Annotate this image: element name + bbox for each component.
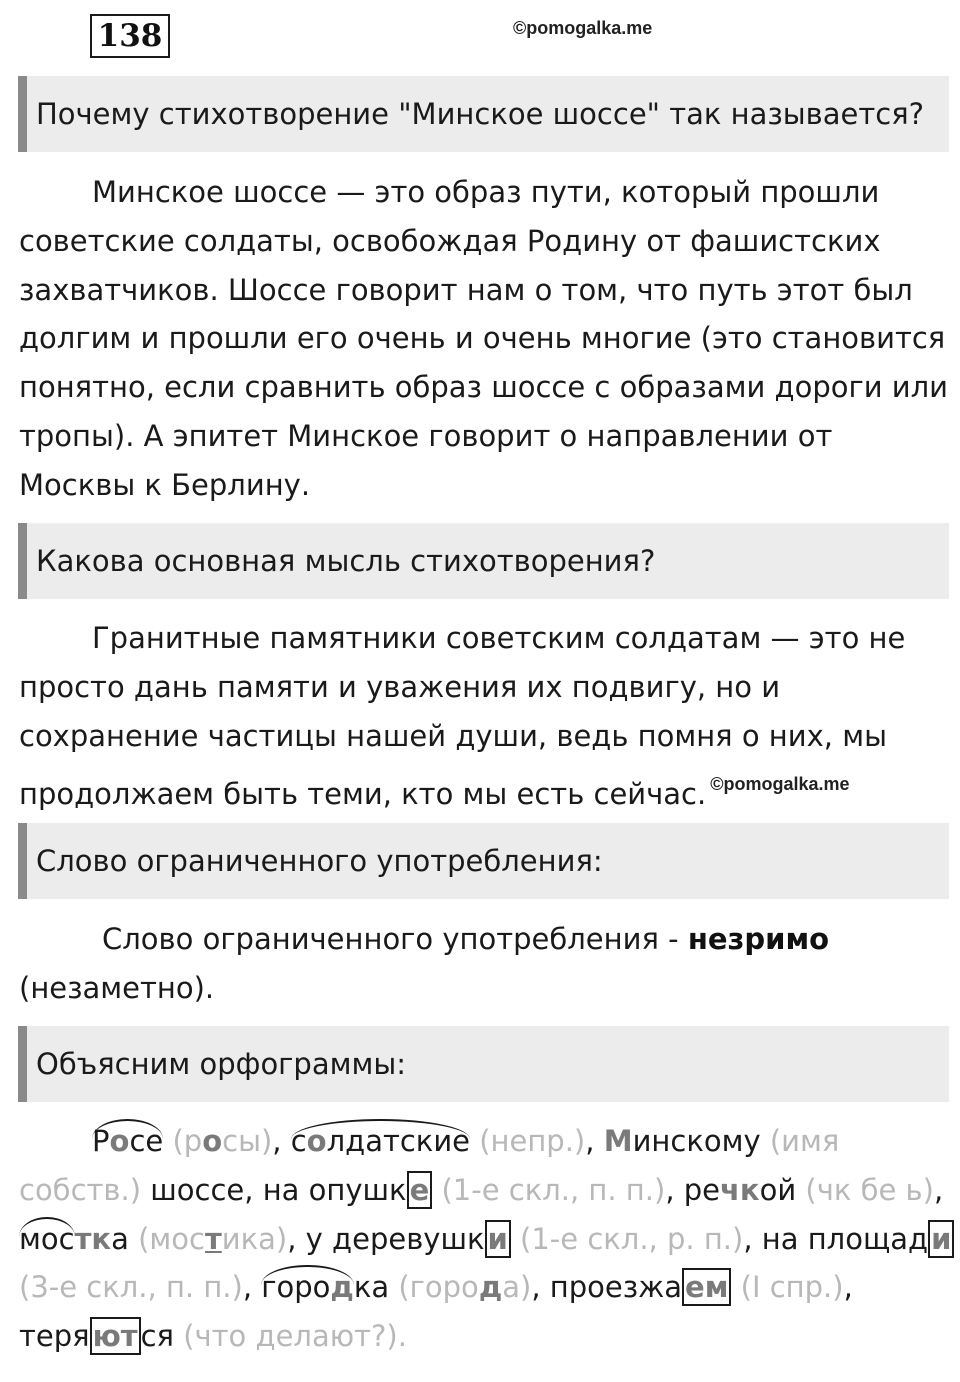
question-text: Почему стихотворение "Минское шоссе" так называется? [36, 97, 925, 131]
orthogram-text: ся [140, 1319, 174, 1354]
orthogram-text: с [58, 1221, 75, 1256]
orthogram-hint: (р [163, 1124, 203, 1158]
page-number: 138 [90, 14, 170, 58]
highlighted-word: незримо [687, 922, 830, 956]
orthogram-text: , на площад [743, 1221, 929, 1256]
answer-line: захватчиков. Шоссе говорит нам о том, что путь этот был [19, 272, 913, 307]
answer-paragraph-1 [19, 168, 954, 510]
orthogram-hint: (горо [389, 1270, 479, 1305]
ending-box: ем [682, 1268, 731, 1306]
orthogram-letter: т [204, 1221, 222, 1256]
orthogram-letter: о [202, 1124, 223, 1158]
root-arc [261, 1263, 354, 1312]
answer-paragraph-3 [19, 915, 954, 1013]
root-arc [19, 1215, 75, 1264]
orthogram-text: горо [261, 1270, 331, 1305]
ending-box: ют [90, 1317, 141, 1355]
orthogram-hint: а) [502, 1270, 532, 1305]
orthogram-text: , ре [665, 1172, 720, 1207]
orthogram-letter: М [603, 1124, 633, 1158]
answer-line: советские солдаты, освобождая Родину от фашистских [19, 223, 881, 258]
question-bar-4 [18, 1026, 949, 1102]
orthogram-text: а [111, 1221, 129, 1256]
orthogram-line-5 [19, 1312, 954, 1361]
orthogram-text: , [242, 1270, 262, 1305]
question-text: Слово ограниченного употребления: [36, 844, 603, 878]
answer-line [19, 760, 954, 819]
orthogram-letter: о [109, 1124, 130, 1158]
orthogram-text: , у деревушк [287, 1221, 485, 1256]
question-bar-1 [18, 76, 949, 152]
root-arc [291, 1117, 470, 1166]
answer-line: тропы). А эпитет Минское говорит о направлении от [19, 418, 833, 453]
orthogram-letter: д [330, 1270, 354, 1305]
orthogram-text: лдатские [326, 1124, 471, 1158]
orthogram-letter: о [306, 1124, 327, 1158]
answer-prefix: Слово ограниченного употребления - [102, 922, 688, 956]
orthogram-text: ка [353, 1270, 390, 1305]
orthogram-hint: (мос [128, 1221, 205, 1256]
orthogram-line-2 [19, 1166, 954, 1215]
answer-line: сохранение частицы нашей души, ведь помня о них, мы [19, 718, 887, 753]
orthogram-letter: чк [720, 1172, 760, 1207]
orthogram-line-4 [19, 1263, 954, 1312]
orthogram-hint: собств.) [19, 1172, 142, 1207]
orthogram-text: , проезжа [531, 1270, 683, 1305]
orthogram-letter: тк [74, 1221, 112, 1256]
question-text: Объясним орфограммы: [36, 1047, 407, 1081]
answer-line: долгим и прошли его очень и очень многие (это становится [19, 321, 946, 356]
orthogram-text: , [933, 1172, 944, 1207]
orthogram-hint: ика) [221, 1221, 288, 1256]
orthogram-text: ой [759, 1172, 797, 1207]
ending-box: и [928, 1220, 954, 1258]
answer-line: просто дань памяти и уважения их подвигу, но и [19, 669, 781, 704]
orthogram-text: , [843, 1270, 853, 1305]
watermark-inline: ©pomogalka.me [710, 774, 850, 795]
orthogram-text: , [585, 1124, 604, 1158]
orthogram-hint: (что делают [174, 1319, 372, 1354]
orthogram-hint: (I спр.) [731, 1270, 844, 1305]
orthogram-text: , [272, 1124, 291, 1158]
orthogram-hint: (3-е скл., п. п.) [19, 1270, 243, 1305]
orthogram-text: с [290, 1124, 307, 1158]
question-text: Какова основная мысль стихотворения? [36, 544, 656, 578]
answer-line: Москвы к Берлину. [19, 467, 311, 502]
orthogram-line-3 [19, 1215, 954, 1264]
answer-paragraph-2 [19, 614, 954, 819]
orthogram-text: мо [19, 1221, 59, 1256]
watermark: ©pomogalka.me [513, 18, 653, 38]
orthogram-letter: д [478, 1270, 503, 1305]
orthogram-hint: (1-е скл., п. п.) [432, 1172, 666, 1207]
orthogram-hint: (1-е скл., р. п.) [510, 1221, 744, 1256]
orthograms-paragraph [19, 1117, 954, 1361]
orthogram-text: шоссе, на опушк [141, 1172, 407, 1207]
orthogram-text: се [129, 1124, 164, 1158]
question-bar-3 [18, 823, 949, 899]
orthogram-hint: сы) [222, 1124, 273, 1158]
orthogram-text: инскому [632, 1124, 761, 1158]
orthogram-hint: ?). [371, 1319, 407, 1354]
answer-line: понятно, если сравнить образ шоссе с образами дороги или [19, 370, 949, 405]
answer-line: (незаметно). [19, 970, 215, 1005]
root-arc [92, 1117, 163, 1166]
answer-line-text: продолжаем быть теми, кто мы есть сейчас. [19, 777, 707, 812]
orthogram-line-1 [19, 1117, 954, 1166]
orthogram-text: Р [92, 1124, 110, 1158]
orthogram-hint: (чк бе ь) [796, 1172, 934, 1207]
answer-line: Минское шоссе — это образ пути, который прошли [92, 175, 880, 209]
ending-box: и [485, 1220, 511, 1258]
question-bar-2 [18, 523, 949, 599]
answer-line: Гранитные памятники советским солдатам — это не [92, 621, 906, 655]
answer-line [19, 915, 954, 964]
orthogram-hint: (непр.) [470, 1124, 586, 1158]
orthogram-hint: (имя [760, 1124, 840, 1158]
ending-box: е [407, 1171, 433, 1209]
orthogram-text: теря [19, 1319, 90, 1354]
